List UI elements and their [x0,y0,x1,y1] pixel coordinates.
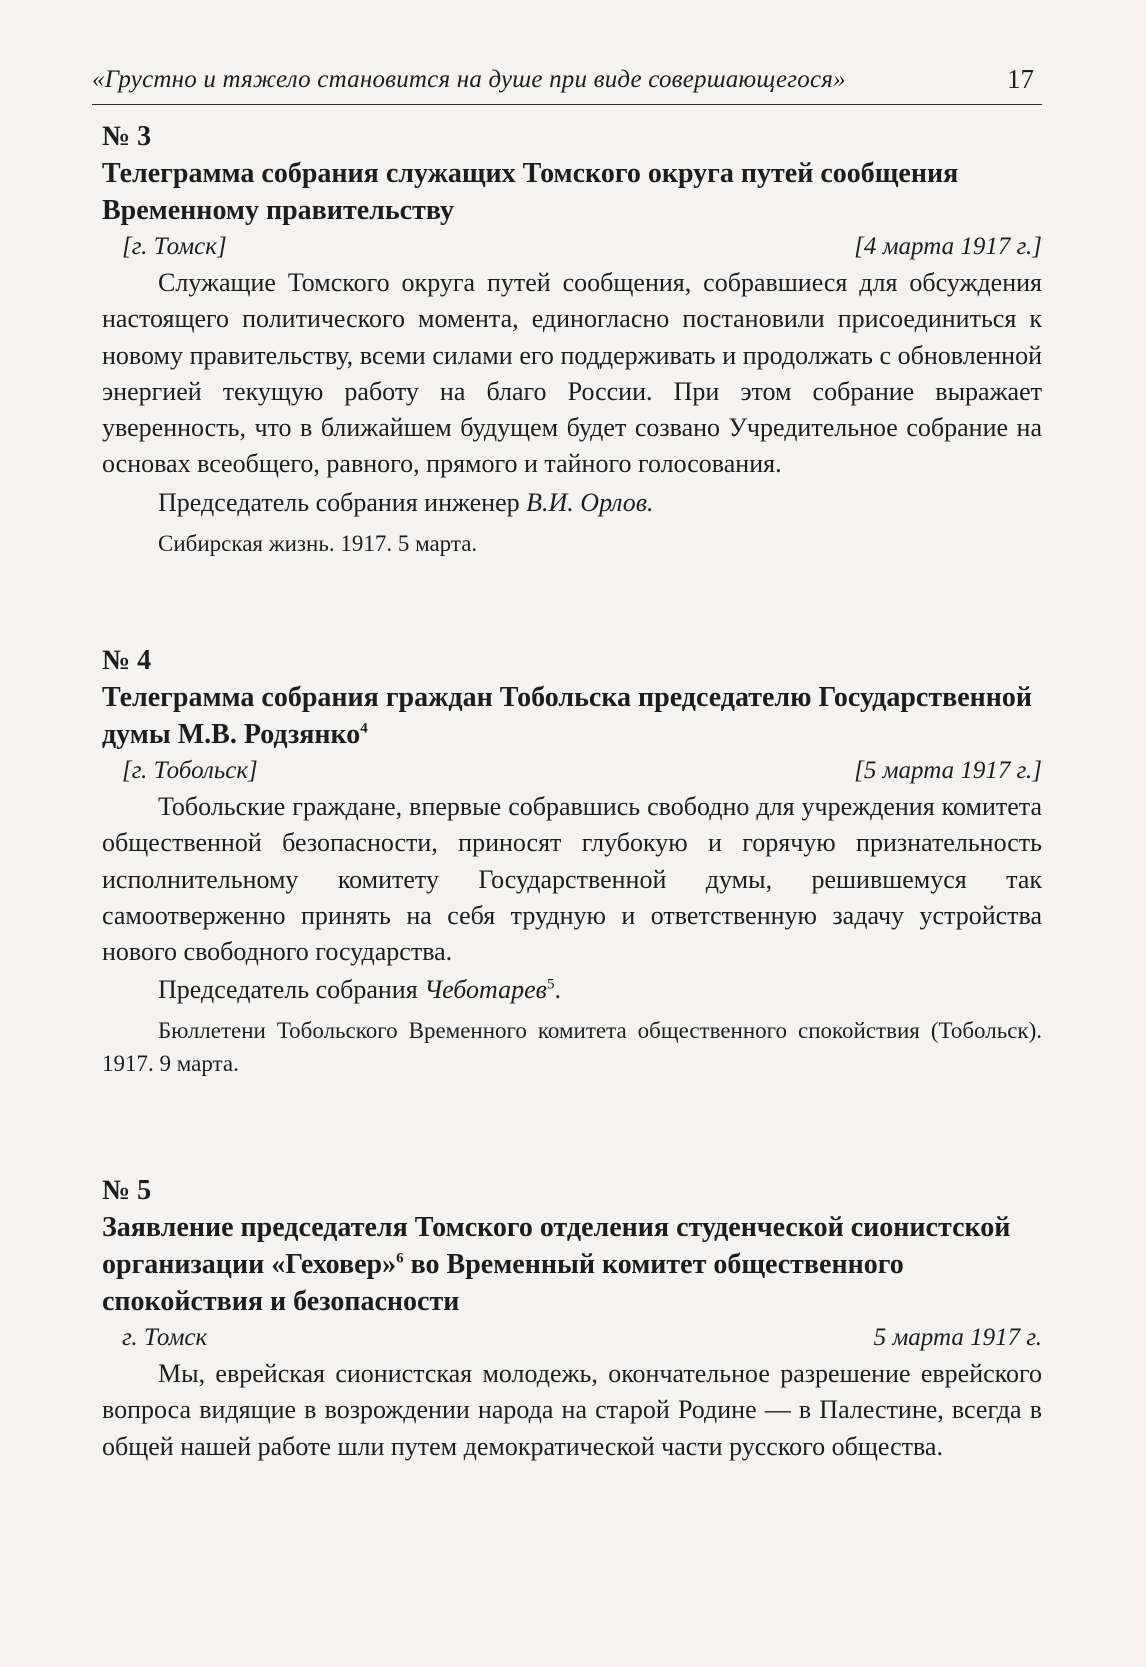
signature-prefix: Председатель собрания инженер [158,487,527,517]
document-heading [102,679,1042,753]
source-citation: Бюллетени Тобольского Временного комитета общественного спокойствия (Тобольск). 1917. 9 марта. [102,1018,1042,1077]
signature-name: В.И. Орлов. [526,487,654,517]
document-3 [102,118,1042,560]
document-place: г. Томск [122,1324,208,1351]
document-place: [г. Томск] [122,233,227,260]
document-place: [г. Тобольск] [122,757,258,784]
signature-name: Чеботарев [424,975,547,1005]
document-text: Тобольские граждане, впервые собравшись свободно для учреждения комитета общественной безопасности, приносят глубокую и горячую признательность исполнительному комитету Государственной думы, решившемуся так самоотверженно принять на себя трудную и ответственную задачу устройства нового свободного государства. [102,792,1042,967]
heading-text-part1: Заявление председателя Томского отделения студенческой сионистской организации «Геховер» [102,1212,1011,1280]
document-5 [102,1172,1042,1465]
document-number: № 5 [102,1175,152,1206]
footnote-ref[interactable]: 5 [546,976,555,993]
document-heading [102,1209,1042,1320]
document-date: 5 марта 1917 г. [873,1324,1042,1351]
place-date-line [102,1320,1042,1356]
document-date: [5 марта 1917 г.] [854,757,1042,784]
document-heading: Телеграмма собрания служащих Томского округа путей сообщения Временному правительству [102,158,959,226]
running-header [92,62,1042,105]
signature-end: . [554,975,561,1005]
running-title: «Грустно и тяжело становится на душе при виде совершающегося» [92,66,846,93]
heading-text-part2: во Временный комитет общественного спокойствия и безопасности [102,1249,904,1317]
document-4 [102,642,1042,1080]
footnote-ref[interactable]: 4 [360,720,368,737]
source-citation: Сибирская жизнь. 1917. 5 марта. [158,530,478,556]
document-text: Служащие Томского округа путей сообщения, собравшиеся для обсуждения настоящего политического момента, единогласно постановили присоединиться к новому правительству, всеми силами его поддерживать и продолжать с обновленной энергией текущую работу на благо России. При этом собрание выражает уверенность, что в ближайшем будущем будет созвано Учредительное собрание на основах всеобщего, равного, прямого и тайного голосования. [102,268,1042,479]
document-number: № 4 [102,645,152,676]
footnote-ref[interactable]: 6 [396,1250,404,1267]
place-date-line [102,753,1042,789]
heading-text: Телеграмма собрания граждан Тобольска председателю Государственной думы М.В. Родзянко [102,682,1033,750]
signature-line [102,972,1042,1008]
page-number: 17 [1007,64,1034,94]
document-number: № 3 [102,121,152,152]
signature-prefix: Председатель собрания [158,975,425,1005]
document-text: Мы, еврейская сионистская молодежь, окончательное разрешение еврейского вопроса видящие в возрождении народа на старой Родине — в Палестине, всегда в общей нашей работе шли путем демократической части русского общества. [102,1359,1042,1461]
document-date: [4 марта 1917 г.] [854,233,1042,260]
signature-line [102,485,1042,521]
place-date-line [102,229,1042,265]
